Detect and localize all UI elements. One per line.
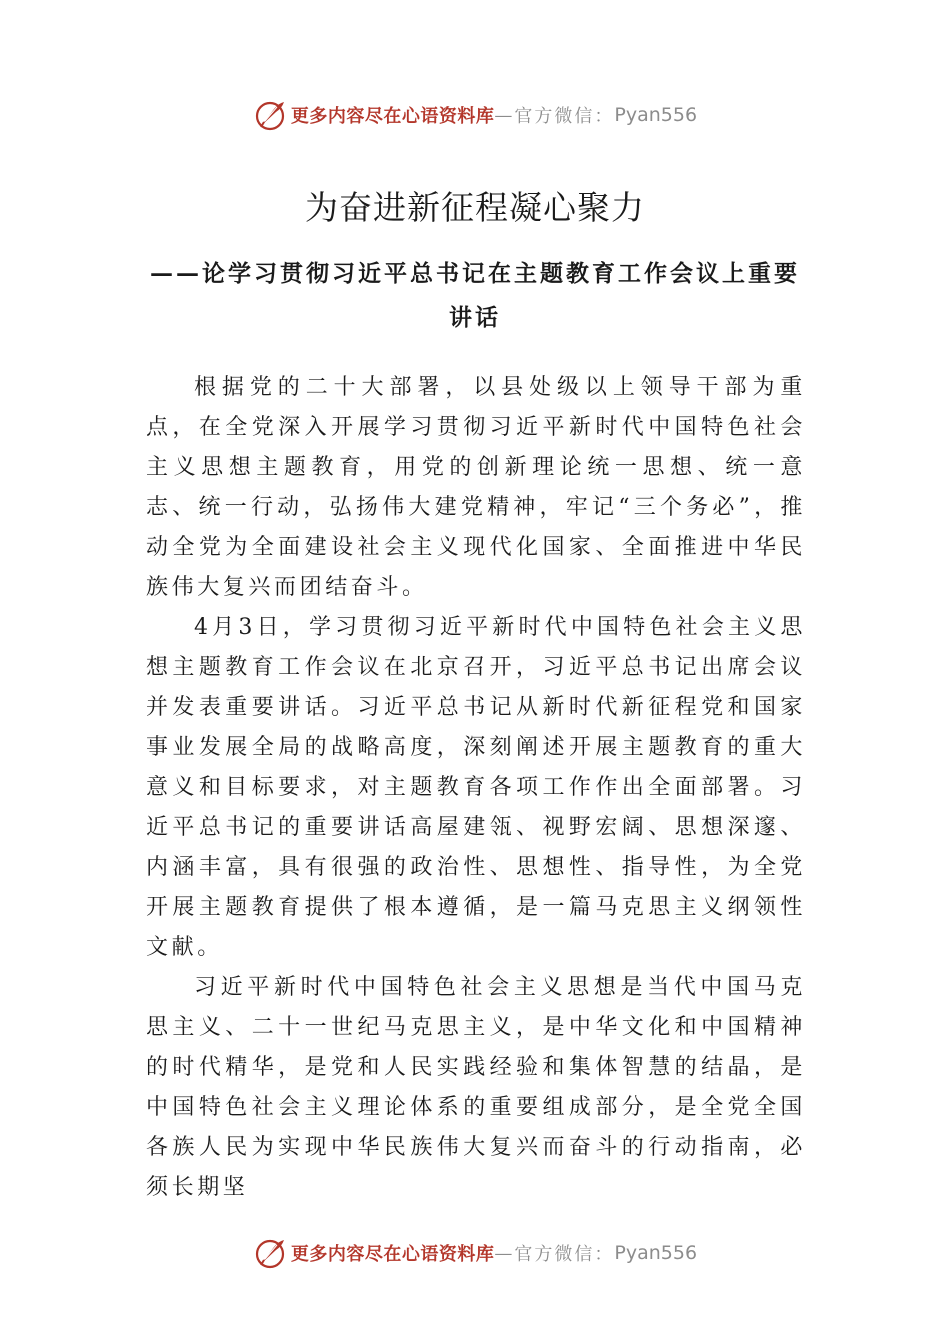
document-title: 为奋进新征程凝心聚力 <box>305 188 645 227</box>
footer-watermark-banner <box>0 1233 950 1273</box>
header-watermark-banner <box>0 95 950 135</box>
banner-wechat-label: 官方微信： <box>514 106 615 127</box>
banner-site-text: 更多内容尽在心语资料库 <box>290 1244 495 1265</box>
banner-site-text: 更多内容尽在心语资料库 <box>290 106 495 127</box>
document-subtitle: ——论学习贯彻习近平总书记在主题教育工作会议上重要讲话 <box>150 260 800 331</box>
body-paragraph: 习近平新时代中国特色社会主义思想是当代中国马克思主义、二十一世纪马克思主义，是中华文化和中国精神的时代精华，是党和人民实践经验和集体智慧的结晶，是中国特色社会主义理论体系的重要组成部分，是全党全国各族人民为实现中华民族伟大复兴而奋斗的行动指南，必须长期坚 <box>146 975 806 1200</box>
body-paragraph: 4月3日，学习贯彻习近平新时代中国特色社会主义思想主题教育工作会议在北京召开，习近平总书记出席会议并发表重要讲话。习近平总书记从新时代新征程党和国家事业发展全局的战略高度，深刻阐述开展主题教育的重大意义和目标要求，对主题教育各项工作作出全面部署。习近平总书记的重要讲话高屋建瓴、视野宏阔、思想深邃、内涵丰富，具有很强的政治性、思想性、指导性，为全党开展主题教育提供了根本遵循，是一篇马克思主义纲领性文献。 <box>146 615 806 960</box>
banner-wechat-id: Pyan556 <box>614 104 698 126</box>
quill-pen-icon <box>253 1236 287 1270</box>
body-paragraph: 根据党的二十大部署，以县处级以上领导干部为重点，在全党深入开展学习贯彻习近平新时代中国特色社会主义思想主题教育，用党的创新理论统一思想、统一意志、统一行动，弘扬伟大建党精神，牢记“三个务必”，推动全党为全面建设社会主义现代化国家、全面推进中华民族伟大复兴而团结奋斗。 <box>146 375 806 600</box>
banner-dash: — <box>494 104 515 126</box>
banner-wechat-id: Pyan556 <box>614 1242 698 1264</box>
banner-dash: — <box>494 1242 515 1264</box>
banner-wechat-label: 官方微信： <box>514 1244 615 1265</box>
document-body <box>146 368 806 1208</box>
quill-pen-icon <box>253 98 287 132</box>
